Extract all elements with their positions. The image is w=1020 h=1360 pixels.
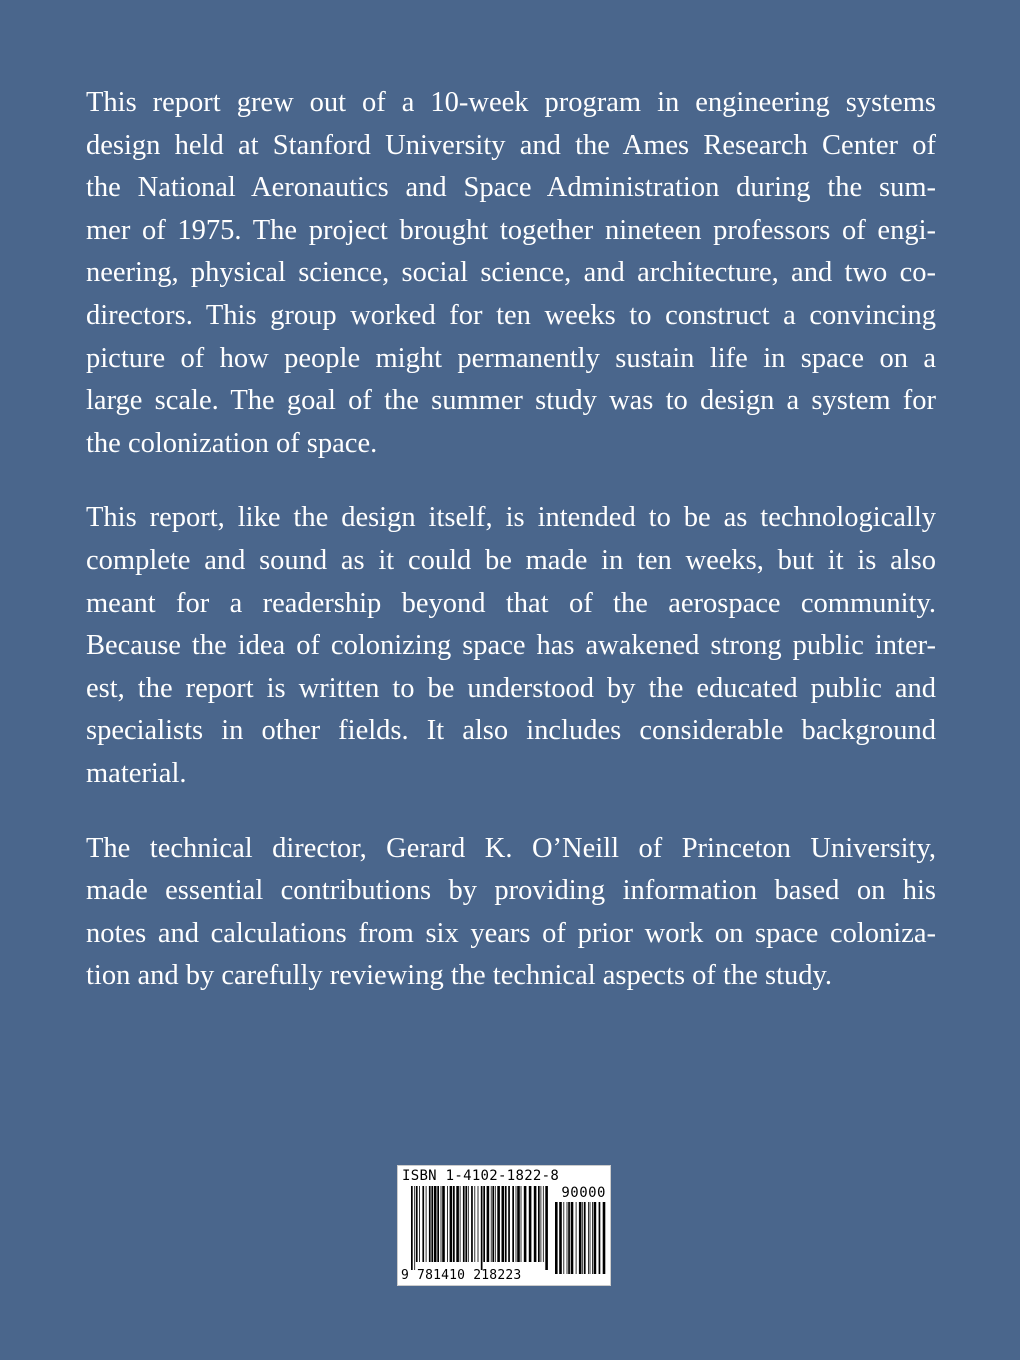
barcode-bar [594, 1202, 597, 1274]
blurb-paragraph-3 [86, 828, 936, 998]
barcode-bar [474, 1186, 475, 1262]
barcode-bar [521, 1186, 522, 1262]
text-line: tion and by carefully reviewing the technical aspects of the study. [86, 960, 833, 992]
barcode-bar [431, 1186, 433, 1262]
barcode-bar [426, 1186, 427, 1262]
barcode-bar [516, 1186, 517, 1262]
text-line: complete and sound as it could be made in ten weeks, but it is also [86, 544, 936, 576]
barcode-bar [465, 1186, 467, 1262]
barcode-bar [481, 1186, 483, 1270]
barcode-bar [524, 1186, 527, 1262]
barcode-bar [603, 1202, 606, 1274]
blurb-paragraph-1 [86, 82, 936, 465]
barcode-bar [463, 1186, 465, 1262]
barcode-addon-digits: 90000 [561, 1185, 606, 1201]
text-line: notes and calculations from six years of prior work on space coloniza- [86, 917, 936, 949]
text-line: Because the idea of colonizing space has awakened strong public inter- [86, 630, 936, 662]
barcode-bar [434, 1186, 437, 1262]
barcode-bar [559, 1202, 562, 1274]
barcode-bar [414, 1186, 415, 1270]
text-line: picture of how people might permanently sustain life in space on a [86, 342, 936, 374]
text-line: large scale. The goal of the summer study was to design a system for [86, 385, 936, 417]
isbn-barcode [397, 1165, 611, 1286]
text-line: This report grew out of a 10-week program in engineering systems [86, 87, 936, 118]
barcode-bar [568, 1202, 570, 1274]
barcode-bar [429, 1186, 431, 1262]
ean-digits: 9 781410 218223 [401, 1268, 522, 1283]
barcode-bar [497, 1186, 500, 1262]
barcode-bar [460, 1186, 461, 1262]
barcode-bar [468, 1186, 469, 1262]
text-line: directors. This group worked for ten weeks to construct a convincing [86, 299, 936, 331]
barcode-bar [487, 1186, 490, 1262]
text-line: This report, like the design itself, is intended to be as technologically [86, 502, 936, 534]
barcode-bar [478, 1186, 479, 1262]
barcode-bar [492, 1186, 494, 1262]
barcode-bar [471, 1186, 473, 1262]
barcode-bar [442, 1186, 445, 1262]
barcode-bar [505, 1186, 507, 1262]
text-line: material. [86, 757, 187, 789]
barcode-bar [447, 1186, 448, 1262]
barcode-bar [502, 1186, 505, 1262]
barcode-bar [584, 1202, 586, 1274]
barcode-bar [512, 1186, 514, 1262]
text-line: specialists in other fields. It also includes considerable background [86, 715, 936, 747]
barcode-bar [582, 1202, 583, 1274]
text-line: meant for a readership beyond that of the aerospace community. [86, 587, 936, 619]
barcode-bar [541, 1186, 542, 1262]
barcode-bar [579, 1202, 582, 1274]
barcode-bar [563, 1202, 564, 1274]
barcode-bar [456, 1186, 459, 1262]
barcode-bar [555, 1202, 558, 1274]
barcode-bar [453, 1186, 455, 1262]
text-line: neering, physical science, social science, and architecture, and two co- [86, 257, 936, 289]
barcode-bar [441, 1186, 442, 1262]
barcode-bar [534, 1186, 537, 1262]
barcode-bar [588, 1202, 589, 1274]
text-line: the National Aeronautics and Space Administration during the sum- [86, 172, 936, 204]
barcode-bar [592, 1202, 593, 1274]
blurb-paragraph-2 [86, 497, 936, 795]
cover-blurb [86, 82, 936, 1030]
barcode-bar [495, 1186, 496, 1262]
barcode-bar [590, 1202, 591, 1274]
text-line: mer of 1975. The project brought together nineteen professors of engi- [86, 214, 936, 246]
barcode-bar [437, 1186, 439, 1262]
barcode-bar [538, 1186, 540, 1262]
barcode-bar [576, 1202, 577, 1274]
text-line: design held at Stanford University and the Ames Research Center of [86, 129, 936, 161]
barcode-bar [419, 1186, 420, 1262]
barcode-bar [411, 1186, 413, 1270]
barcode-addon-bars [554, 1202, 606, 1274]
text-line: The technical director, Gerard K. O’Neill of Princeton University, [86, 832, 936, 864]
barcode-bar [599, 1202, 601, 1274]
text-line: made essential contributions by providing information based on his [86, 875, 936, 907]
barcode-bar [422, 1186, 424, 1262]
barcode-bar [491, 1186, 492, 1262]
barcode-bar [483, 1186, 485, 1262]
text-line: the colonization of space. [86, 427, 378, 459]
barcode-bar [416, 1186, 418, 1262]
barcode-bar [567, 1202, 568, 1274]
barcode-bar [529, 1186, 532, 1262]
barcode-bar [517, 1186, 520, 1262]
isbn-label: ISBN 1-4102-1822-8 [402, 1168, 560, 1184]
barcode-bar [543, 1186, 544, 1262]
barcode-bar [508, 1186, 510, 1262]
barcode-bar [545, 1186, 548, 1270]
barcode-main-bars [410, 1186, 550, 1270]
barcode-bar [450, 1186, 453, 1262]
barcode-bar [571, 1202, 574, 1274]
text-line: est, the report is written to be understood by the educated public and [86, 672, 936, 704]
